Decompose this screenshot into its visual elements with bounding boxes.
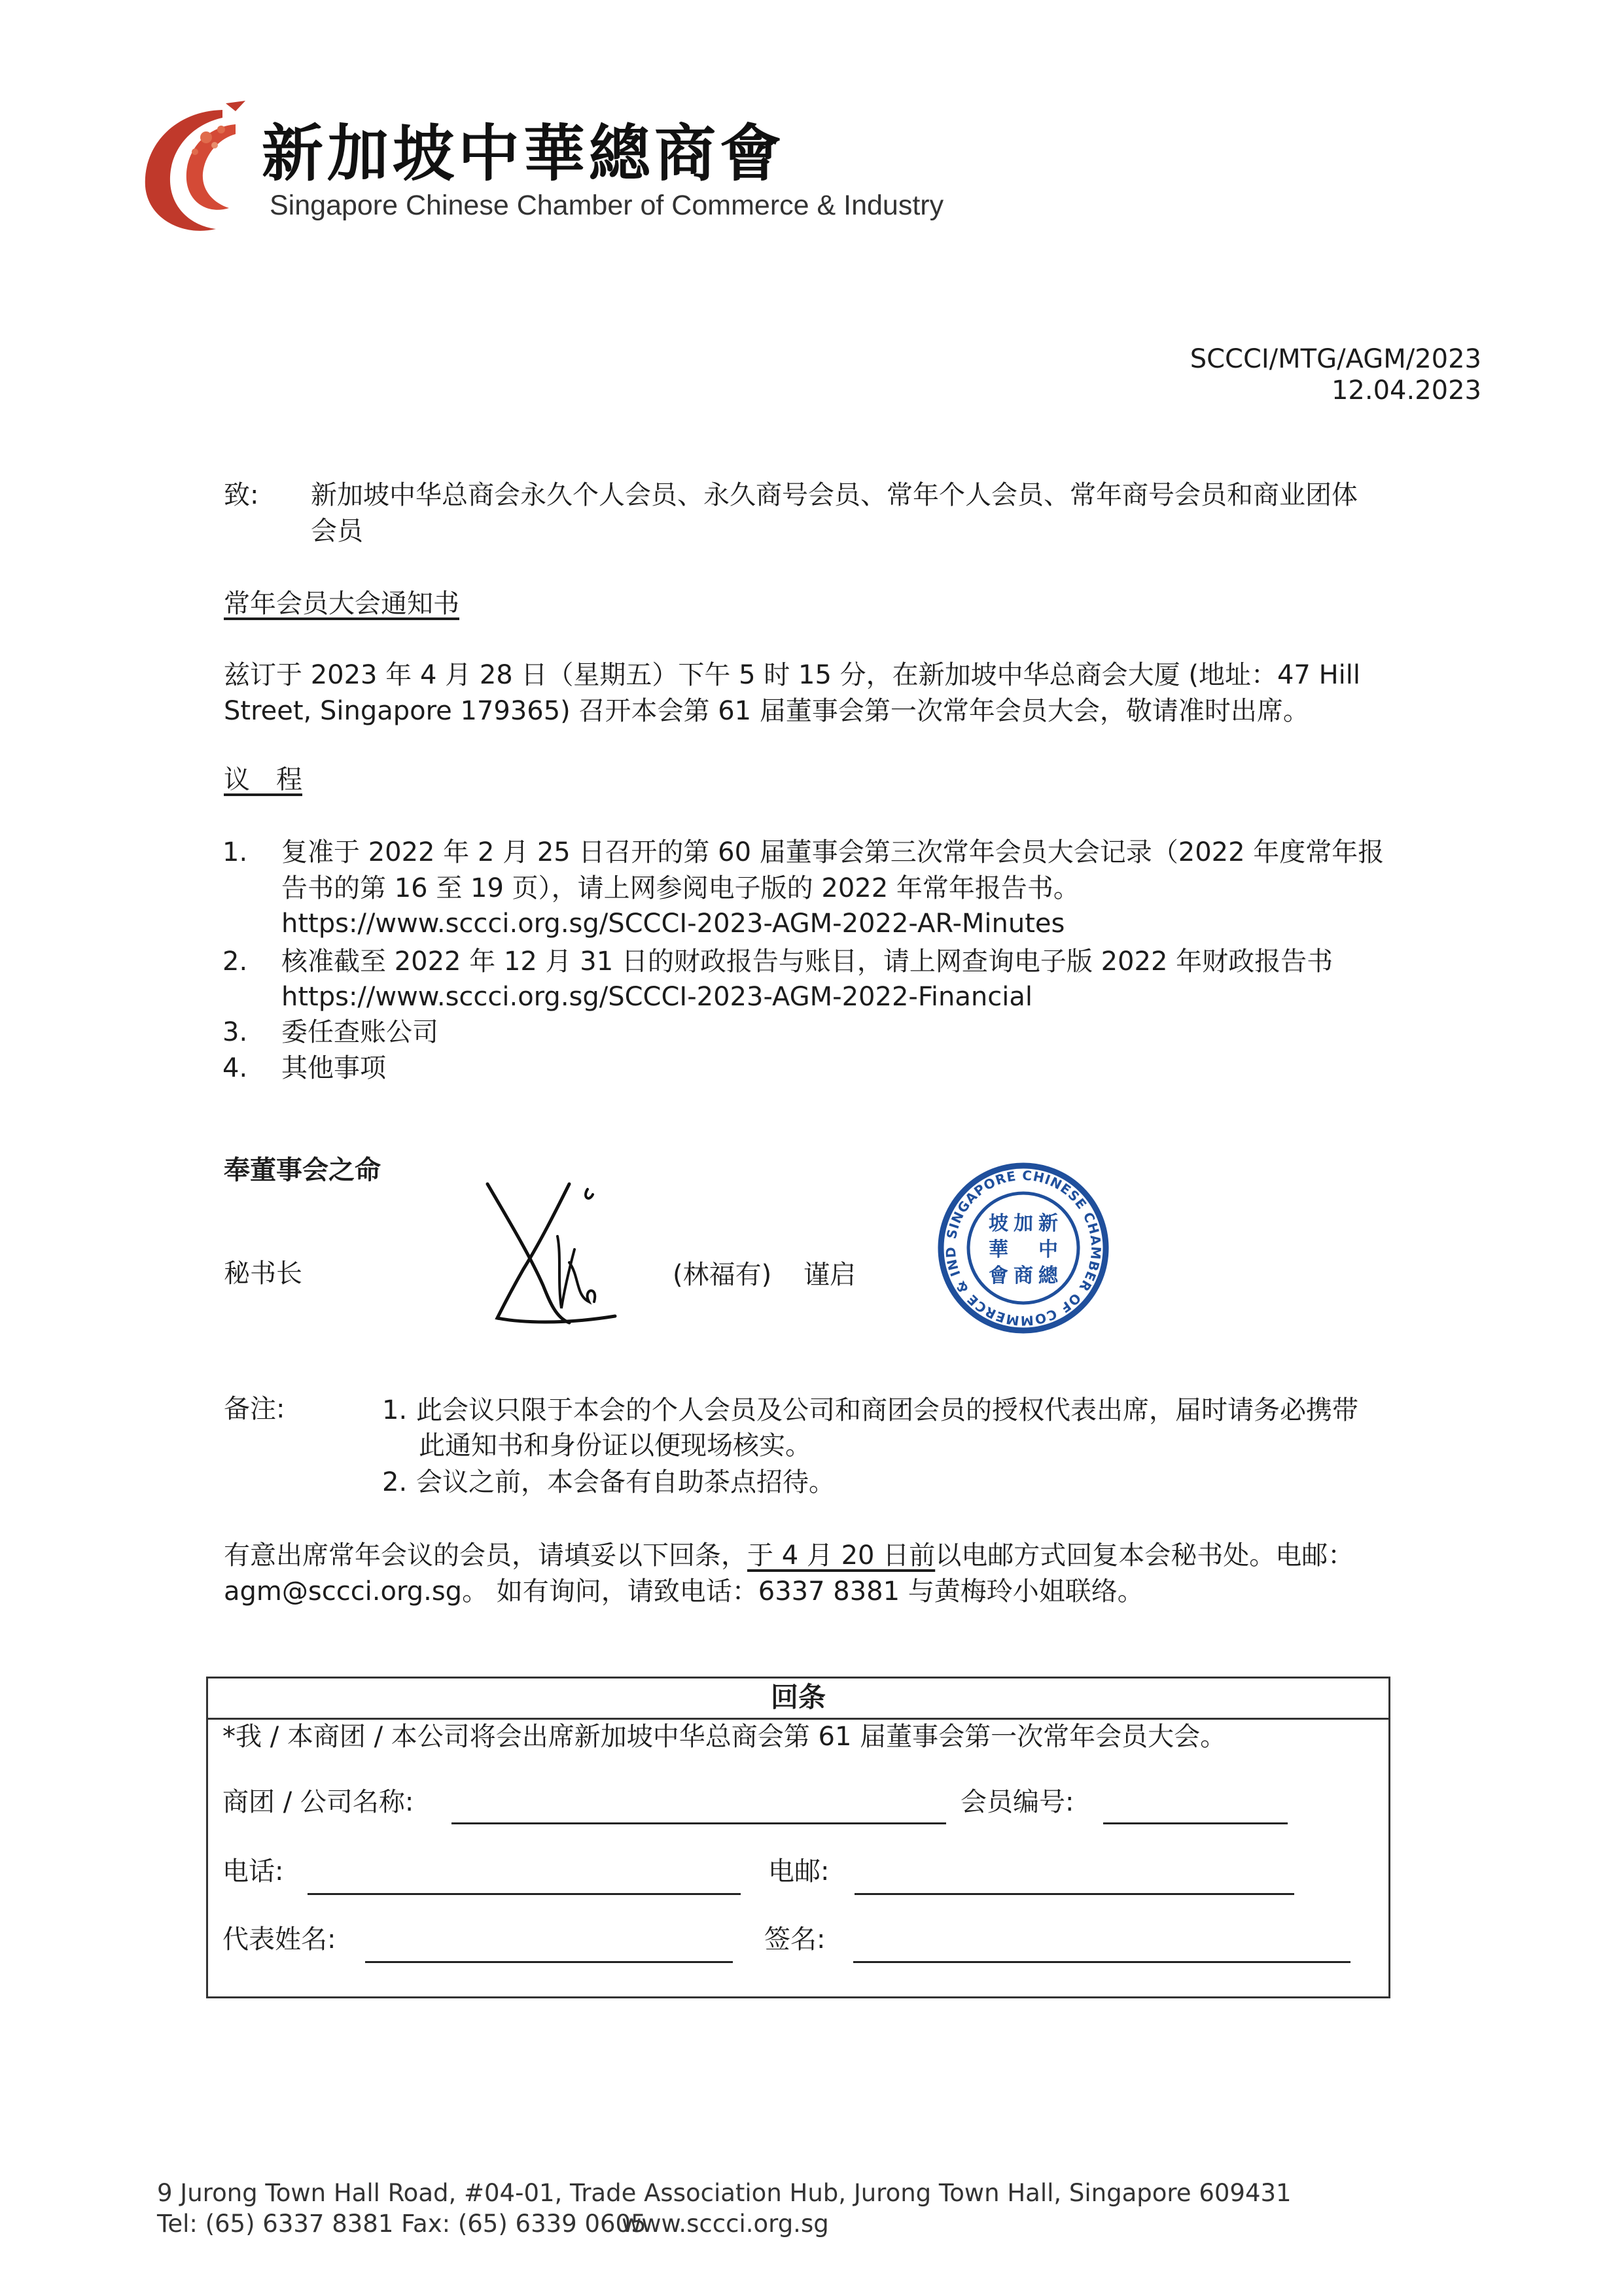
seal-char: 華 [989,1238,1008,1261]
seal-char: 商 [1014,1264,1033,1287]
agenda-item-1-link[interactable]: https://www.sccci.org.sg/SCCCI-2023-AGM-2022-AR-Minutes [281,909,1065,939]
rsvp-instruction-line-1 [224,1538,1354,1573]
chamber-name-chinese: 新加坡中華總商會 [262,118,786,190]
member-no-field[interactable] [1103,1822,1288,1824]
agenda-item-number: 4. [222,1053,248,1083]
rsvp-deadline: 于 4 月 20 日前 [747,1540,936,1571]
footer-website[interactable]: www.sccci.org.sg [622,2210,829,2238]
agenda-item-1-line-1: 复准于 2022 年 2 月 25 日召开的第 60 届董事会第三次常年会员大会记录（2022 年度常年报 [281,837,1385,867]
note-number: 2. [382,1467,408,1497]
intro-line-1: 兹订于 2023 年 4 月 28 日（星期五）下午 5 时 15 分，在新加坡中华总商会大厦 (地址：47 Hill [224,660,1360,690]
reference-date: 12.04.2023 [1331,375,1481,406]
agenda-item-number: 1. [222,837,248,867]
member-no-label: 会员编号: [961,1787,1074,1817]
addressee-line-1: 新加坡中华总商会永久个人会员、永久商号会员、常年个人会员、常年商号会员和商业团体 [311,480,1358,510]
agenda-heading: 议 程 [224,765,302,795]
intro-line-2: Street, Singapore 179365) 召开本会第 61 届董事会第一次常年会员大会，敬请准时出席。 [224,696,1309,726]
chamber-seal-stamp [937,1162,1110,1334]
agenda-item-2-link[interactable]: https://www.sccci.org.sg/SCCCI-2023-AGM-2022-Financial [281,982,1033,1012]
addressee-line-2: 会员 [311,516,363,546]
seal-char: 新 [1038,1212,1058,1235]
representative-label: 代表姓名: [222,1924,336,1955]
note-2: 会议之前，本会备有自助茶点招待。 [416,1467,835,1497]
org-name-field[interactable] [451,1822,946,1824]
notes-label: 备注: [224,1394,285,1424]
email-field[interactable] [855,1893,1294,1895]
reply-slip-statement: *我 / 本商团 / 本公司将会出席新加坡中华总商会第 61 届董事会第一次常年会员大会。 [222,1722,1227,1752]
handwritten-signature [484,1171,635,1334]
chamber-logo-emblem [137,98,268,239]
signature-label: 签名: [764,1924,826,1955]
reply-slip [206,1677,1390,1998]
agenda-item-number: 3. [222,1017,248,1047]
org-name-label: 商团 / 公司名称: [222,1787,414,1817]
signatory-title: 秘书长 [224,1259,302,1289]
seal-char: 總 [1038,1264,1058,1287]
by-order-of-board: 奉董事会之命 [224,1155,381,1185]
rsvp-instruction-line-2: agm@sccci.org.sg。 如有询问，请致电话：6337 8381 与黄梅玲小姐联络。 [224,1576,1144,1607]
agenda-item-1-line-2: 告书的第 16 至 19 页），请上网参阅电子版的 2022 年常年报告书。 [281,873,1080,903]
email-label: 电邮: [768,1856,830,1887]
rsvp-text: 以电邮方式回复本会秘书处。电邮： [935,1540,1354,1571]
seal-char: 坡 [989,1212,1008,1235]
footer-address: 9 Jurong Town Hall Road, #04-01, Trade Association Hub, Jurong Town Hall, Singapore 609431 [157,2179,1292,2207]
agenda-item-3: 委任查账公司 [281,1017,438,1047]
chamber-name-english: Singapore Chinese Chamber of Commerce & Industry [270,190,944,221]
seal-ring-text: SINGAPORE CHINESE CHAMBER OF COMMERCE & IND [942,1167,1104,1329]
agenda-item-4: 其他事项 [281,1053,386,1083]
signature-field[interactable] [853,1961,1350,1963]
footer-contact: Tel: (65) 6337 8381 Fax: (65) 6339 0605 [157,2210,646,2238]
seal-char: 中 [1038,1238,1058,1261]
phone-label: 电话: [222,1856,284,1887]
reply-slip-title: 回条 [208,1679,1388,1720]
notice-subject: 常年会员大会通知书 [224,589,459,619]
signatory-name: (林福有) [673,1260,772,1290]
seal-char: 加 [1014,1212,1033,1235]
phone-field[interactable] [308,1893,741,1895]
addressee-label: 致: [224,480,259,510]
closing-word: 谨启 [803,1260,856,1290]
note-1-line-1: 此会议只限于本会的个人会员及公司和商团会员的授权代表出席，届时请务必携带 [416,1395,1358,1425]
note-number: 1. [382,1395,408,1425]
representative-field[interactable] [365,1961,733,1963]
agenda-item-2-line-1: 核准截至 2022 年 12 月 31 日的财政报告与账目，请上网查询电子版 2022 年财政报告书 [281,947,1333,977]
rsvp-text: 有意出席常年会议的会员，请填妥以下回条， [224,1540,747,1571]
reference-code: SCCCI/MTG/AGM/2023 [1190,344,1481,374]
agenda-item-number: 2. [222,947,248,977]
note-1-line-2: 此通知书和身份证以便现场核实。 [419,1431,811,1461]
seal-char: 會 [989,1264,1008,1287]
